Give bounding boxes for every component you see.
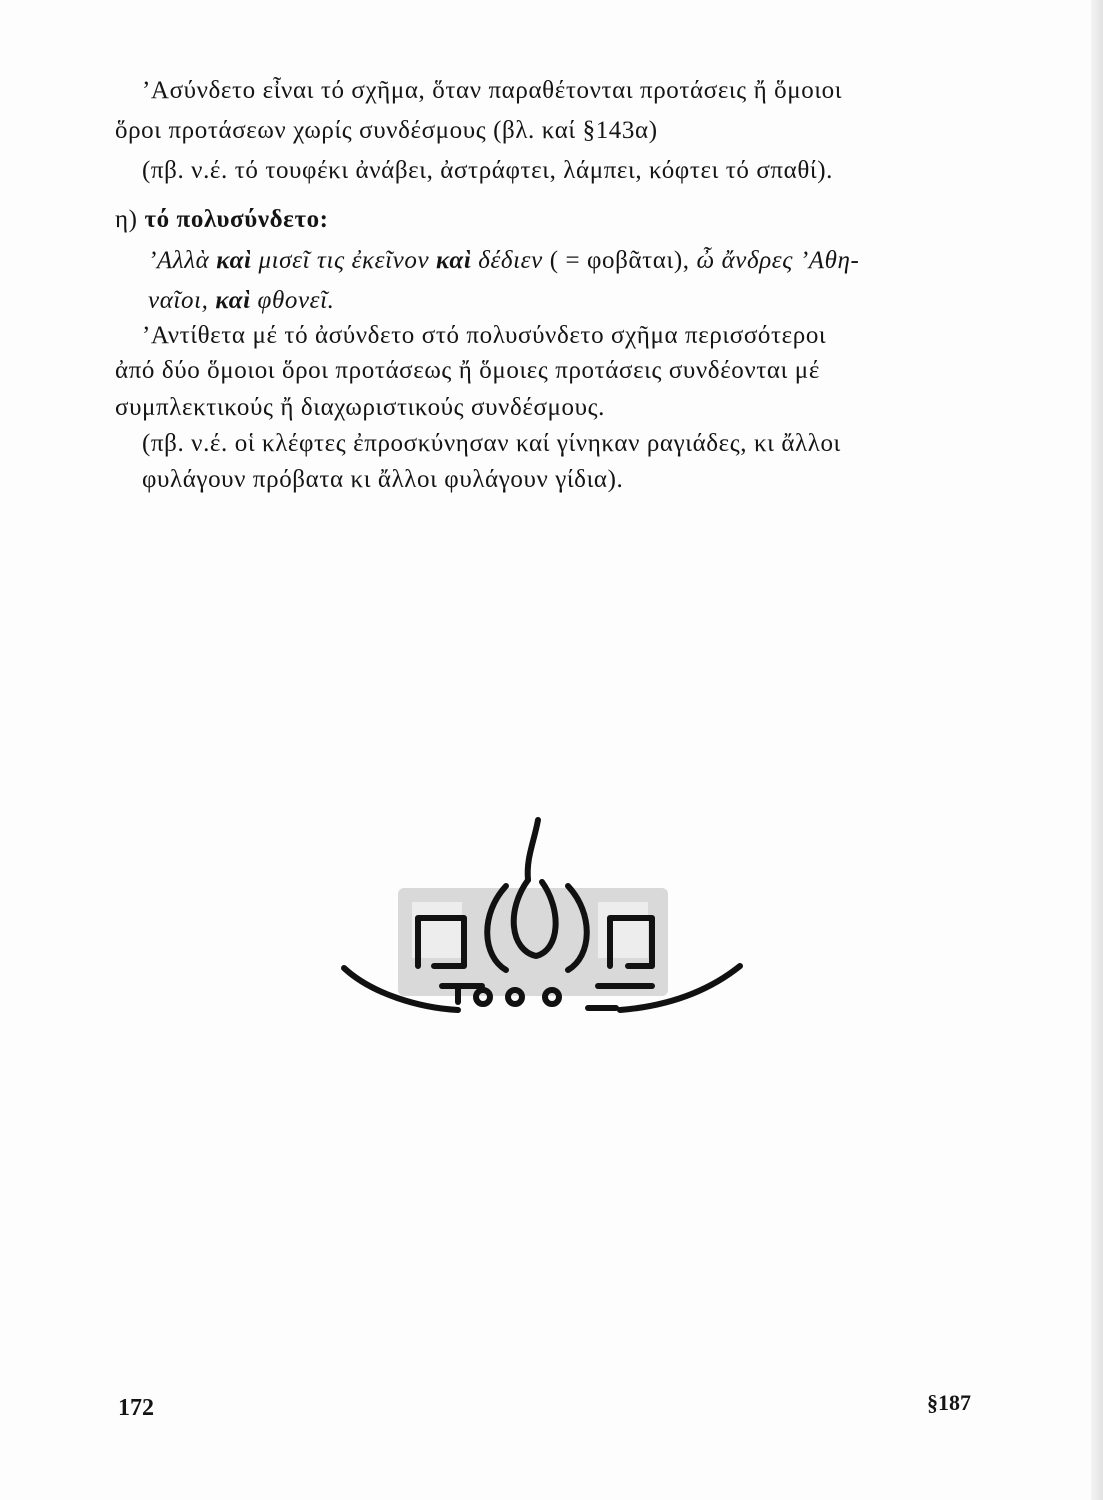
asyndeto-line-1: ’Ασύνδετο εἶναι τό σχῆμα, ὅταν παραθέτονται προτάσεις ἤ ὅμοιοι — [142, 77, 843, 104]
quote-gloss: ( = φοβᾶται), — [549, 247, 690, 274]
section-heading — [115, 205, 329, 235]
section-marker: η) — [115, 206, 138, 233]
asyndeto-example-line: (πβ. ν.έ. τό τουφέκι ἀνάβει, ἀστράφτει, λάμπει, κόφτει τό σπαθί). — [142, 157, 834, 184]
quote-part-1: ’Αλλὰ — [148, 247, 210, 274]
quote-line-2 — [148, 286, 335, 316]
quote-conjunction-3: καὶ — [215, 287, 251, 314]
quote-conjunction-1: καὶ — [216, 247, 252, 274]
polysyndeto-example-line-2: φυλάγουν πρόβατα κι ἄλλοι φυλάγουν γίδια). — [142, 466, 624, 493]
section-title: τό πολυσύνδετο: — [144, 206, 329, 233]
asyndeto-line-2: ὅροι προτάσεων χωρίς συνδέσμους (βλ. καί §143α) — [115, 117, 658, 144]
page-number: 172 — [118, 1395, 154, 1421]
quote-part-5: ναῖοι, — [148, 287, 209, 314]
quote-part-3: δέδιεν — [478, 247, 543, 274]
polysyndeto-line-3: συμπλεκτικούς ἤ διαχωριστικούς συνδέσμους. — [115, 394, 605, 421]
greek-key-ornament-icon — [330, 810, 750, 1030]
quote-part-2: μισεῖ τις ἐκεῖνον — [258, 247, 430, 274]
quote-part-6: φθονεῖ. — [257, 287, 335, 314]
ornament-shading — [398, 888, 668, 996]
section-reference: §187 — [927, 1390, 971, 1415]
polysyndeto-line-2: ἀπό δύο ὅμοιοι ὅροι προτάσεως ἤ ὅμοιες προτάσεις συνδέονται μέ — [115, 357, 820, 384]
polysyndeto-example-line-1: (πβ. ν.έ. οἱ κλέφτες ἐπροσκύνησαν καί γίνηκαν ραγιάδες, κι ἄλλοι — [142, 430, 841, 457]
quote-part-4: ὦ ἄνδρες ’Αθη- — [696, 247, 860, 274]
polysyndeto-line-1: ’Αντίθετα μέ τό ἀσύνδετο στό πολυσύνδετο σχῆμα περισσότεροι — [142, 322, 827, 349]
page-edge-shadow — [1091, 0, 1103, 1500]
quote-line-1 — [148, 246, 859, 276]
quote-conjunction-2: καὶ — [436, 247, 472, 274]
